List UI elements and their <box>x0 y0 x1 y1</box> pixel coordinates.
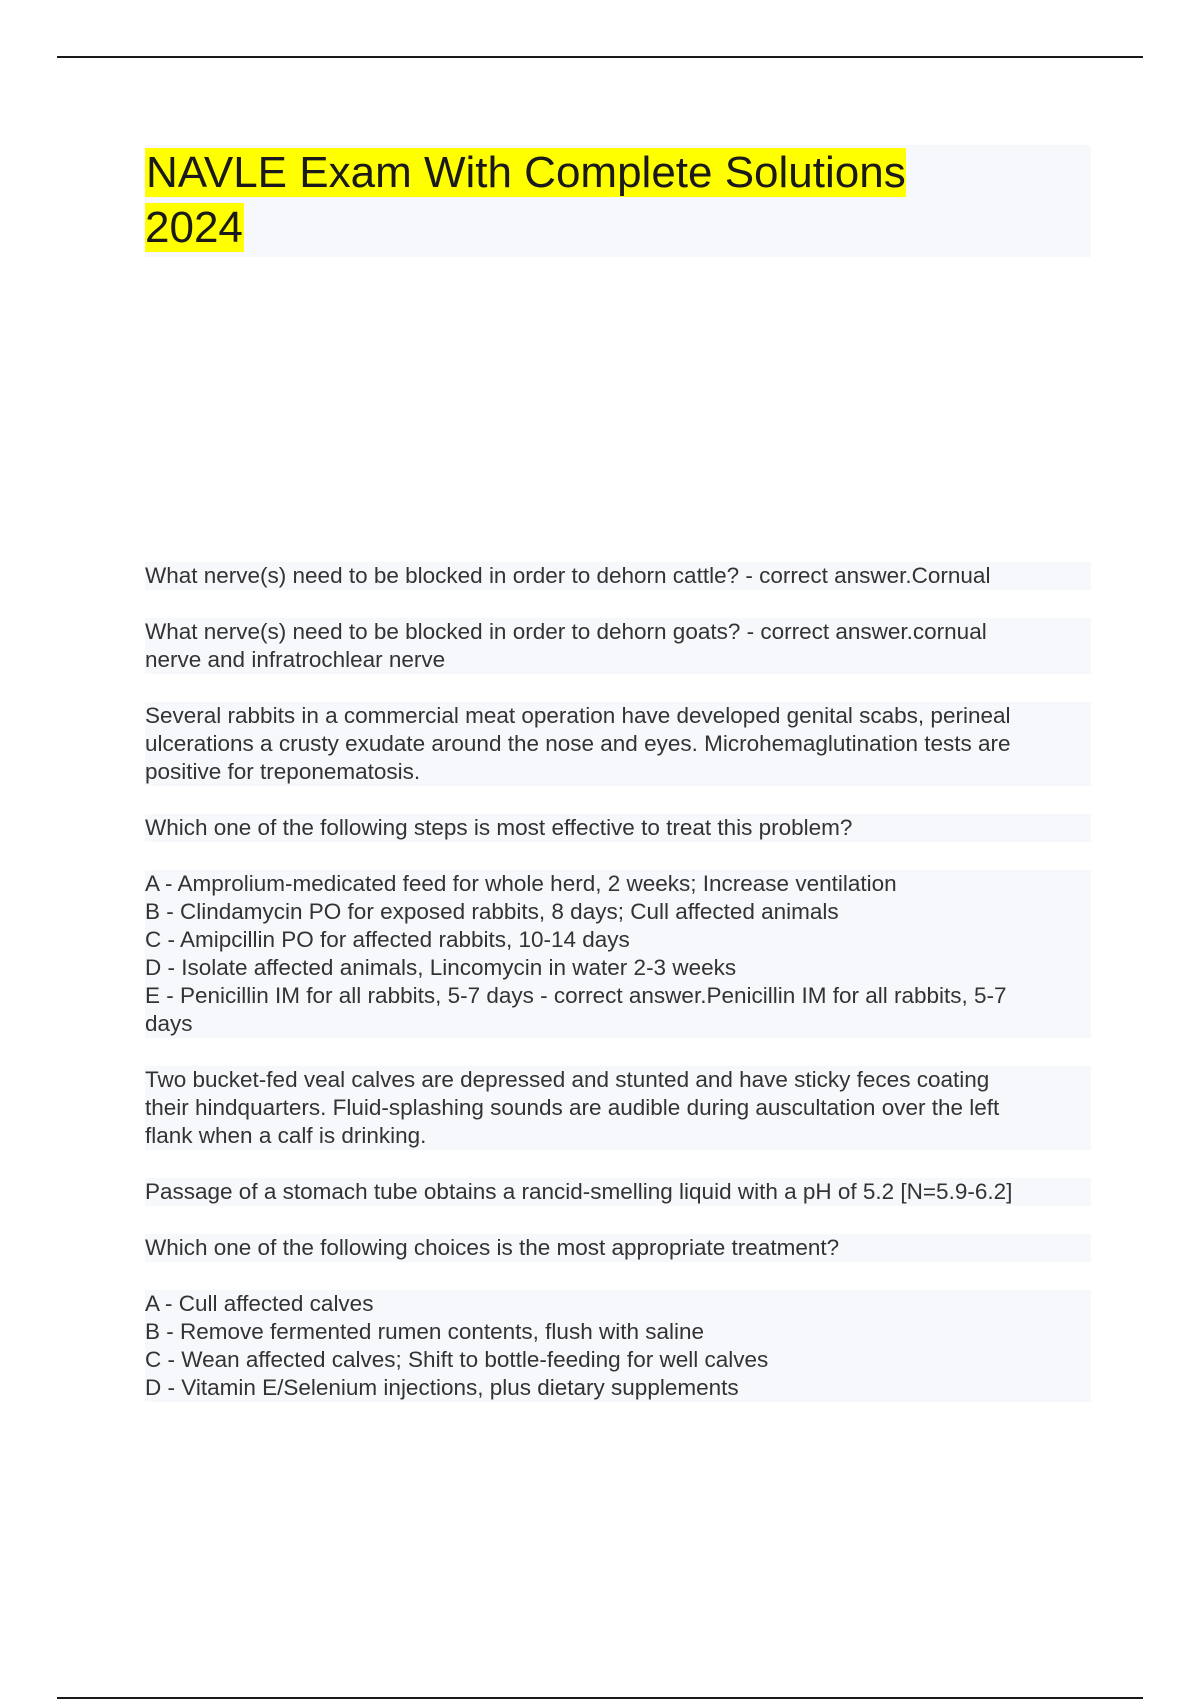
option-c: C - Amipcillin PO for affected rabbits, 10-14 days <box>145 927 630 952</box>
option-d: D - Isolate affected animals, Lincomycin in water 2-3 weeks <box>145 955 737 980</box>
option-a: A - Cull affected calves <box>145 1291 374 1316</box>
case-rabbits <box>145 702 1091 786</box>
case-calves <box>145 1066 1091 1150</box>
text-line: Which one of the following steps is most effective to treat this problem? <box>145 815 853 840</box>
document-body <box>145 562 1091 1430</box>
text-line: Two bucket-fed veal calves are depressed and stunted and have sticky feces coating <box>145 1067 990 1092</box>
text-line: Which one of the following choices is the most appropriate treatment? <box>145 1235 840 1260</box>
option-e: E - Penicillin IM for all rabbits, 5-7 days - correct answer.Penicillin IM for all rabbits, 5-7 <box>145 983 1007 1008</box>
bottom-rule <box>57 1697 1143 1699</box>
text-line: What nerve(s) need to be blocked in order to dehorn cattle? - correct answer.Cornual <box>145 563 991 588</box>
text-line: positive for treponematosis. <box>145 759 421 784</box>
question-calves <box>145 1234 1091 1262</box>
case-calves-stomach-tube <box>145 1178 1091 1206</box>
document-title <box>145 145 1005 255</box>
title-box <box>145 145 1091 257</box>
text-line: ulcerations a crusty exudate around the nose and eyes. Microhemaglutination tests are <box>145 731 1011 756</box>
qa-goats-dehorn <box>145 618 1091 674</box>
text-line: their hindquarters. Fluid-splashing sounds are audible during auscultation over the left <box>145 1095 1000 1120</box>
option-c: C - Wean affected calves; Shift to bottle-feeding for well calves <box>145 1347 769 1372</box>
text-line: nerve and infratrochlear nerve <box>145 647 446 672</box>
option-a: A - Amprolium-medicated feed for whole herd, 2 weeks; Increase ventilation <box>145 871 897 896</box>
text-line: flank when a calf is drinking. <box>145 1123 427 1148</box>
options-calves <box>145 1290 1091 1402</box>
title-highlight: NAVLE Exam With Complete Solutions 2024 <box>145 148 906 252</box>
option-b: B - Remove fermented rumen contents, flush with saline <box>145 1319 705 1344</box>
question-rabbits <box>145 814 1091 842</box>
qa-cattle-dehorn <box>145 562 1091 590</box>
option-b: B - Clindamycin PO for exposed rabbits, 8 days; Cull affected animals <box>145 899 839 924</box>
top-rule <box>57 56 1143 58</box>
text-line: Several rabbits in a commercial meat operation have developed genital scabs, perineal <box>145 703 1011 728</box>
option-e-continued: days <box>145 1011 193 1036</box>
text-line: Passage of a stomach tube obtains a rancid-smelling liquid with a pH of 5.2 [N=5.9-6.2] <box>145 1179 1013 1204</box>
option-d: D - Vitamin E/Selenium injections, plus dietary supplements <box>145 1375 739 1400</box>
text-line: What nerve(s) need to be blocked in order to dehorn goats? - correct answer.cornual <box>145 619 987 644</box>
options-rabbits <box>145 870 1091 1038</box>
